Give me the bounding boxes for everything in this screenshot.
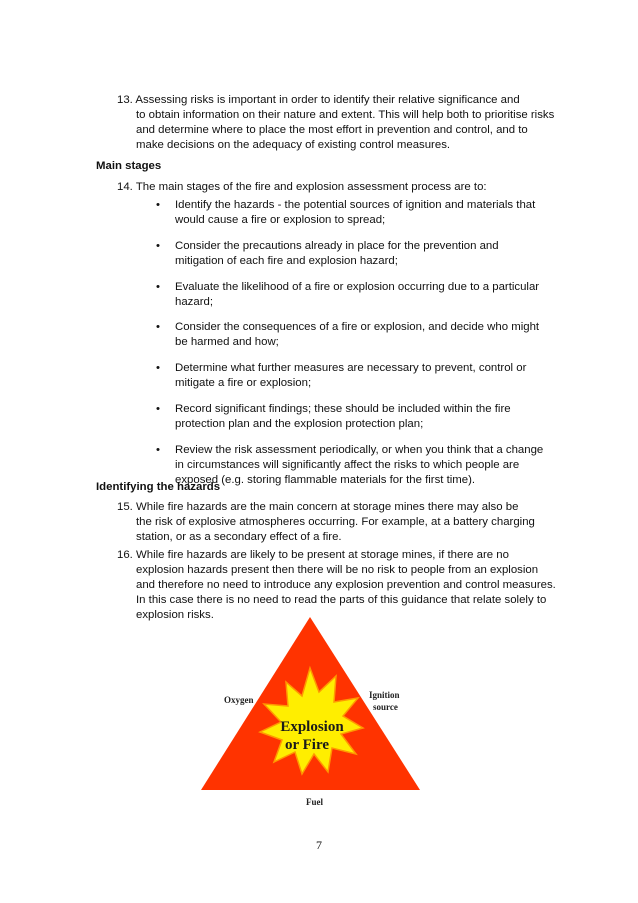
bullet-icon: • (156, 402, 160, 415)
paragraph-15-first-line (117, 500, 557, 515)
list-item (156, 198, 546, 228)
figure-label-source: source (373, 702, 398, 712)
list-item (156, 402, 546, 432)
page-number: 7 (316, 838, 322, 852)
paragraph-13-text-rest: to obtain information on their nature and extent. This will help both to prioritise risks and determine where to place the most effort in prevention and control, and to make decisions on the adequacy of existing control measures. (136, 109, 555, 152)
list-item-text: Consider the precautions already in place for the prevention and mitigation of each fire and explosion hazard; (175, 239, 499, 267)
figure-center-label-line2: or Fire (284, 737, 330, 753)
list-item-text: Determine what further measures are necessary to prevent, control or mitigate a fire or explosion; (175, 362, 527, 390)
list-item (156, 320, 546, 350)
paragraph-15 (117, 500, 557, 545)
list-item (156, 239, 546, 269)
paragraph-16-text-rest: explosion hazards present then there will be no risk to people from an explosion and therefore no need to introduce any explosion prevention and control measures. In this case there is no need to read the parts of this guidance that relate solely to explosion risks. (136, 564, 556, 622)
figure-label-ignition: Ignition (369, 690, 400, 700)
paragraph-14-first-line (117, 180, 557, 195)
fire-triangle-svg (198, 612, 428, 812)
figure-center-label-line1: Explosion (280, 719, 344, 735)
paragraph-14-text: The main stages of the fire and explosion assessment process are to: (135, 181, 487, 193)
list-item (156, 280, 546, 310)
paragraph-15-text-rest: the risk of explosive atmospheres occurring. For example, at a battery charging station, or as a secondary effect of a fire. (136, 516, 535, 544)
bullet-icon: • (156, 321, 160, 334)
assessment-stages-list (156, 198, 546, 499)
paragraph-15-number: 15. (117, 501, 133, 513)
paragraph-14-number: 14. (117, 181, 133, 193)
paragraph-15-text-first: While fire hazards are the main concern at storage mines there may also be (136, 501, 519, 513)
list-item-text: Record significant findings; these should be included within the fire protection plan and the explosion protection plan; (175, 402, 511, 430)
paragraph-16-first-line (117, 548, 557, 563)
paragraph-13 (117, 93, 557, 153)
paragraph-13-text-first: Assessing risks is important in order to identify their relative significance and (135, 94, 520, 106)
paragraph-13-number: 13. (117, 94, 133, 106)
list-item-text: Review the risk assessment periodically, or when you think that a change in circumstances will significantly affect the risks to which people are exposed (e.g. storing flammable materials for the first time). (175, 443, 544, 486)
fire-triangle-figure (198, 612, 428, 812)
paragraph-14 (117, 180, 557, 195)
bullet-icon: • (156, 280, 160, 293)
figure-label-fuel: Fuel (306, 797, 323, 807)
bullet-icon: • (156, 362, 160, 375)
bullet-icon: • (156, 199, 160, 211)
bullet-icon: • (156, 443, 160, 456)
main-stages-heading: Main stages (96, 160, 162, 172)
paragraph-13-first-line (117, 93, 557, 108)
identifying-hazards-heading: Identifying the hazards (96, 481, 221, 493)
list-item-text: Evaluate the likelihood of a fire or explosion occurring due to a particular hazard; (175, 280, 540, 308)
paragraph-16-number: 16. (117, 549, 133, 561)
list-item-text: Consider the consequences of a fire or explosion, and decide who might be harmed and how; (175, 321, 540, 349)
bullet-icon: • (156, 239, 160, 252)
list-item (156, 361, 546, 391)
list-item-text: Identify the hazards - the potential sources of ignition and materials that would cause a fire or explosion to spread; (175, 199, 536, 227)
figure-label-oxygen: Oxygen (224, 695, 254, 705)
paragraph-16-text-first: While fire hazards are likely to be present at storage mines, if there are no (136, 549, 509, 561)
